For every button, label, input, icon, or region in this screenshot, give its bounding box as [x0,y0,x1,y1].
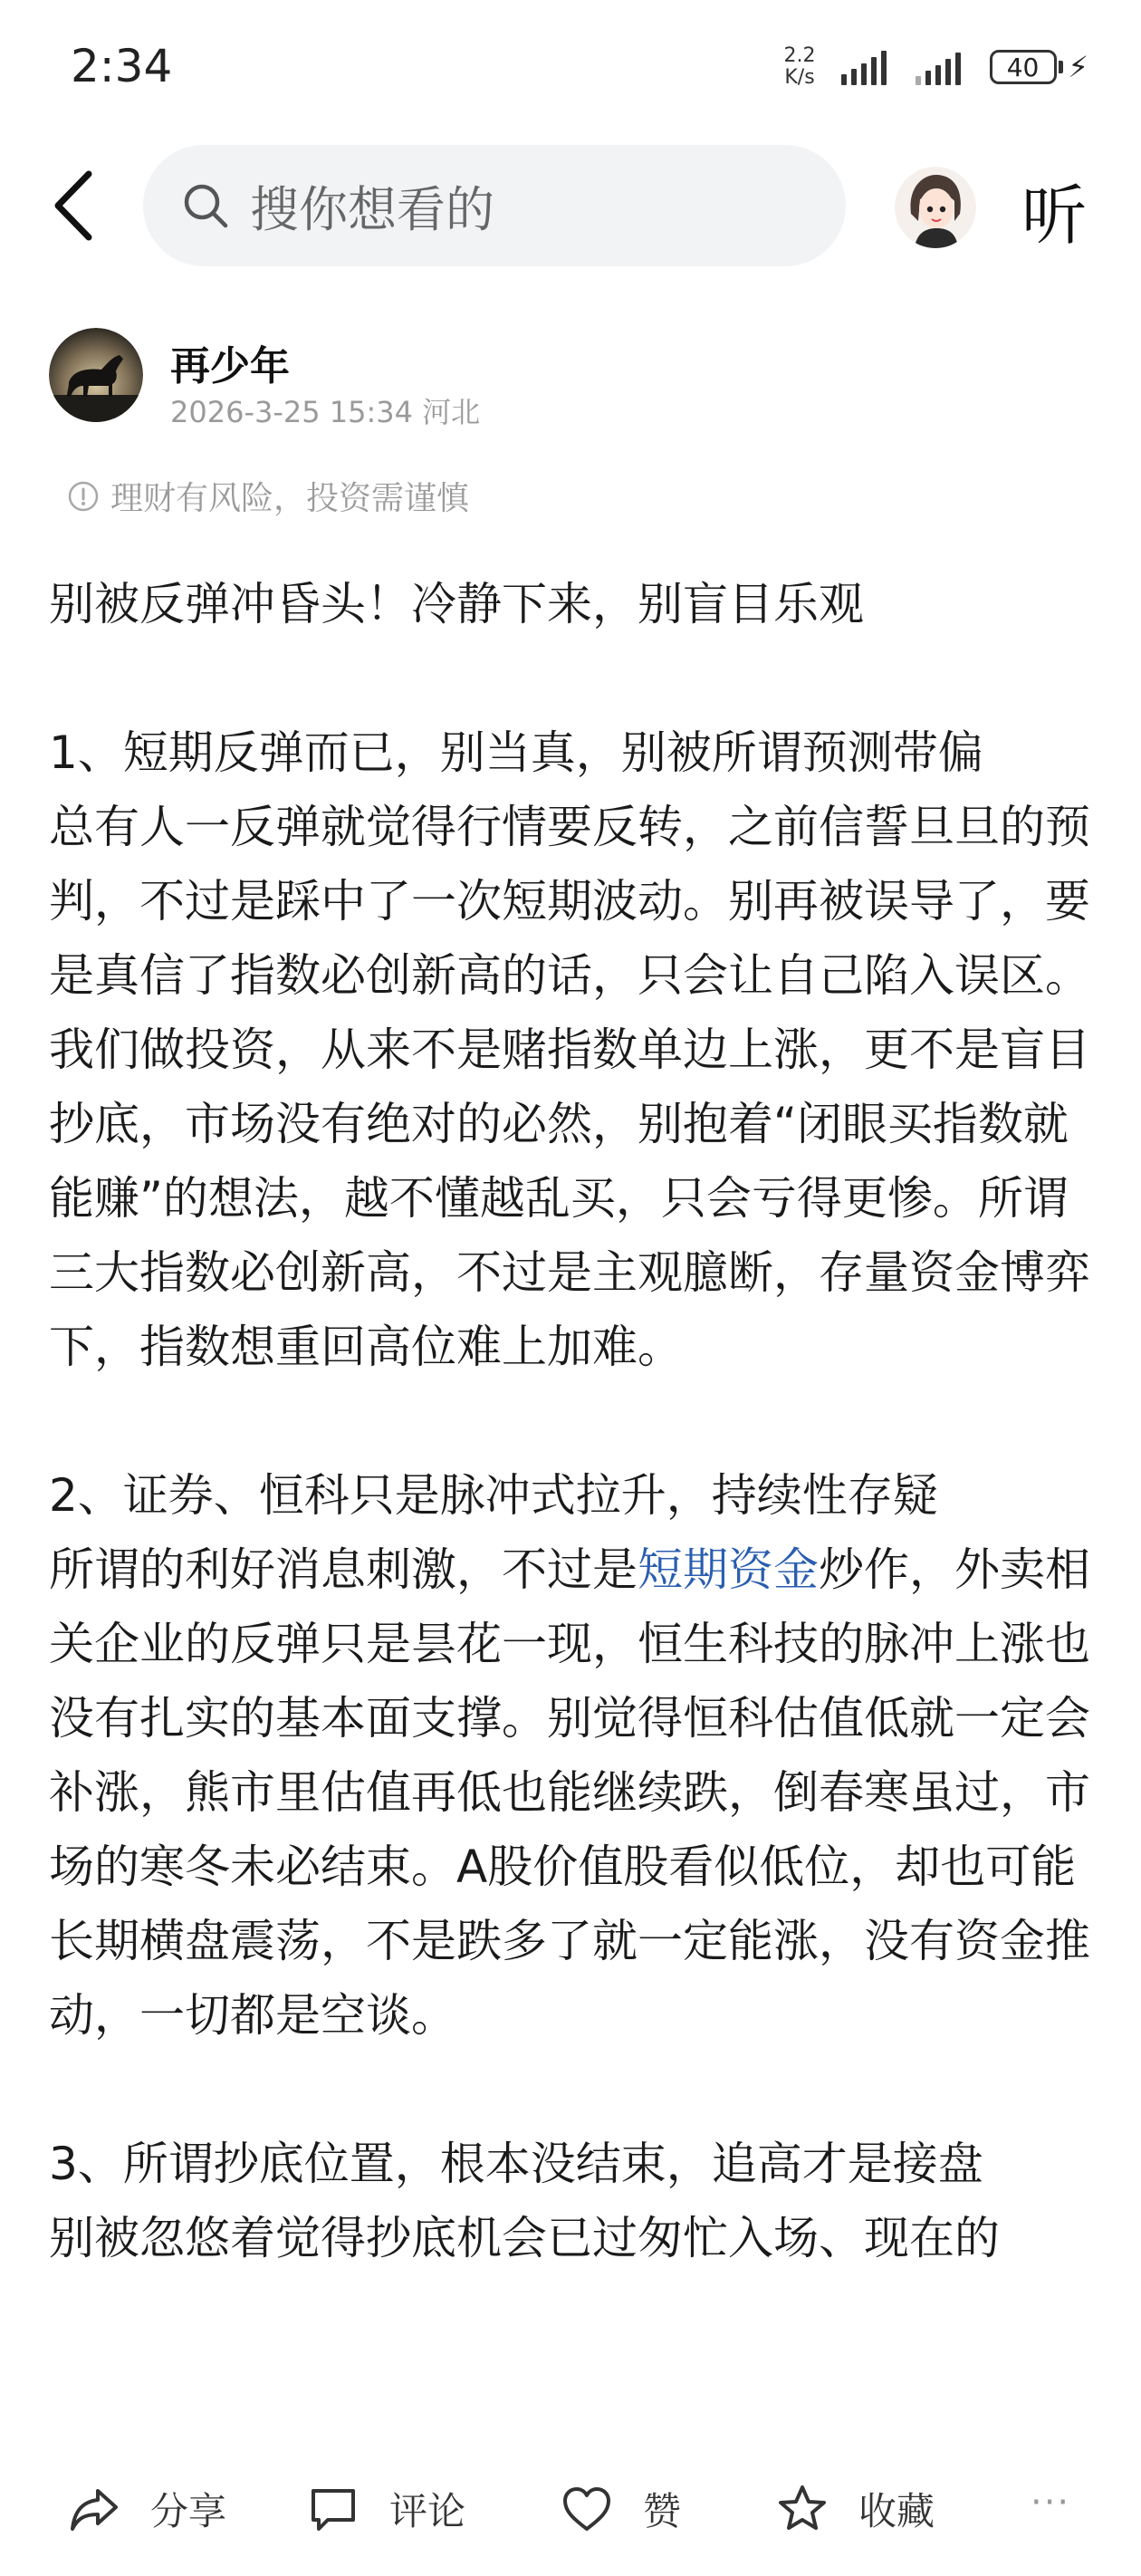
share-label: 分享 [150,2489,227,2533]
share-icon [67,2482,121,2536]
top-navigation [0,145,1141,266]
network-speed-value: 2.2 [783,44,816,67]
user-avatar[interactable] [895,167,976,248]
network-speed [784,45,816,89]
section-3-body: 别被忽悠着觉得抄底机会已过匆忙入场、现在的 [49,2212,1000,2264]
like-button[interactable] [560,2473,681,2545]
favorite-label: 收藏 [858,2489,935,2533]
article-body [49,567,1090,2275]
listen-button[interactable]: 听 [1021,178,1088,254]
author-avatar[interactable] [49,328,143,422]
info-icon [67,480,100,513]
search-input[interactable] [143,145,846,266]
author-info [49,328,1090,428]
status-bar [0,0,1141,136]
section-1-heading: 1、短期反弹而已，别当真，别被所谓预测带偏 [49,726,983,779]
section-3-heading: 3、所谓抄底位置，根本没结束，追高才是接盘 [49,2138,983,2190]
section-2-text-before: 所谓的利好消息刺激，不过是 [49,1543,638,1596]
heart-icon [560,2482,614,2536]
risk-warning [67,473,469,519]
risk-warning-text: 理财有风险，投资需谨慎 [110,480,470,517]
signal-icon [841,49,887,85]
section-2-text-after: 炒作，外卖相关企业的反弹只是昙花一现，恒生科技的脉冲上涨也没有扎实的基本面支撑。别觉得恒科估值低就一定会补涨，熊市里估值再低也能继续跌，倒春寒虽过，市场的寒冬未必结束。A股价值股看似低位，却也可能长期横盘震荡，不是跌多了就一定能涨，没有资金推动，一切都是空谈。 [49,1543,1090,2042]
chevron-left-icon [45,167,109,245]
section-1-body: 总有人一反弹就觉得行情要反转，之前信誓旦旦的预判，不过是踩中了一次短期波动。别再被误导了，要是真信了指数必创新高的话，只会让自己陷入误区。我们做投资，从来不是赌指数单边上涨，更不是盲目抄底，市场没有绝对的必然，别抱着“闭眼买指数就能赚”的想法，越不懂越乱买，只会亏得更惨。所谓三大指数必创新高，不过是主观臆断，存量资金博弈下，指数想重回高位难上加难。 [49,801,1090,1373]
like-label: 赞 [643,2489,682,2533]
short-term-funds-link[interactable]: 短期资金 [638,1543,819,1596]
more-options-icon[interactable]: ··· [1031,2482,1071,2523]
section-2-heading: 2、证券、恒科只是脉冲式拉升，持续性存疑 [49,1469,938,1522]
horse-avatar-image [49,328,143,422]
signal-secondary-icon [916,49,961,85]
favorite-button[interactable] [775,2473,935,2545]
network-speed-unit: K/s [784,66,815,89]
charging-icon: ⚡ [1068,50,1088,84]
comment-label: 评论 [389,2489,466,2533]
star-icon [775,2482,829,2536]
author-name[interactable]: 再少年 [170,343,290,389]
back-button[interactable] [45,167,109,245]
avatar-illustration [895,167,976,248]
comment-button[interactable] [306,2473,465,2545]
battery-icon [990,50,1088,84]
comment-icon [306,2482,360,2536]
battery-level: 40 [990,50,1057,84]
search-placeholder: 搜你想看的 [250,180,494,238]
post-meta: 2026-3-25 15:34 河北 [170,395,481,429]
section-2-body [49,1533,1090,2052]
article-title: 别被反弹冲昏头！冷静下来，别盲目乐观 [49,578,864,630]
share-button[interactable] [67,2473,226,2545]
status-indicators [784,45,1088,89]
bottom-action-bar [0,2449,1141,2576]
search-icon [181,181,230,230]
status-time: 2:34 [71,40,173,92]
